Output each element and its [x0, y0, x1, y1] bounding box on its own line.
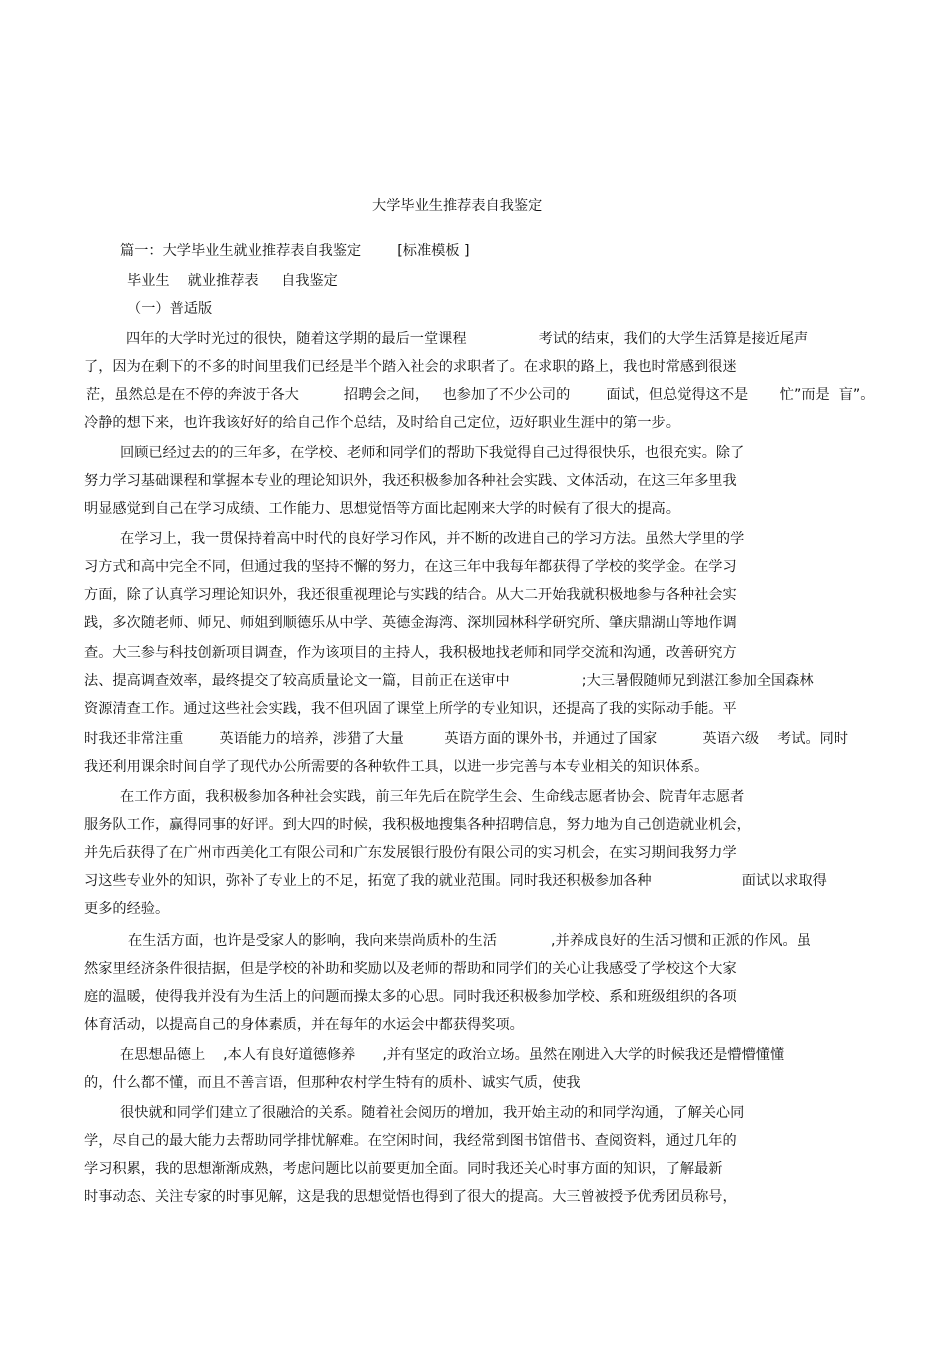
body-line: 回顾已经过去的的三年多，在学校、老师和同学们的帮助下我觉得自己过得很快乐，也很充实。除了 [120, 445, 745, 461]
body-line: 庭的温暖，使得我并没有为生活上的问题而操太多的心思。同时我还积极参加学校、系和班级组织的各项 [84, 989, 737, 1005]
body-line: 四年的大学时光过的很快，随着这学期的最后一堂课程 考试的结束，我们的大学生活算是接近尾声 [126, 331, 809, 347]
body-line: 法、提高调查效率，最终提交了较高质量论文一篇，目前正在送审中 ;大三暑假随师兄到湛江参加全国森林 [84, 673, 814, 689]
body-line: 很快就和同学们建立了很融洽的关系。随着社会阅历的增加，我开始主动的和同学沟通，了解关心同 [120, 1105, 745, 1121]
body-line: 资源清查工作。通过这些社会实践，我不但巩固了课堂上所学的专业知识，还提高了我的实际动手能。平 [84, 701, 737, 717]
body-line: 时我还非常注重 英语能力的培养，涉猎了大量 英语方面的课外书，并通过了国家 英语六级 考试。同时 [84, 731, 849, 747]
body-line: 在思想品德上 ,本人有良好道德修养 ,并有坚定的政治立场。虽然在刚进入大学的时候我还是懵懵懂懂 [120, 1047, 785, 1063]
body-line: 明显感觉到自己在学习成绩、工作能力、思想觉悟等方面比起刚来大学的时候有了很大的提高。 [84, 501, 680, 517]
body-line: 茫，虽然总是在不停的奔波于各大 招聘会之间， 也参加了不少公司的 面试，但总觉得这不是 忙”而是 盲”。 [86, 387, 875, 403]
body-line: 然家里经济条件很拮据，但是学校的补助和奖励以及老师的帮助和同学们的关心让我感受了学校这个大家 [84, 961, 737, 977]
document-title: 大学毕业生推荐表自我鉴定 [372, 198, 543, 214]
body-line: 学习积累，我的思想渐渐成熟，考虑问题比以前要更加全面。同时我还关心时事方面的知识，了解最新 [84, 1161, 723, 1177]
body-line: 在工作方面，我积极参加各种社会实践，前三年先后在院学生会、生命线志愿者协会、院青年志愿者 [120, 789, 745, 805]
body-line: 的，什么都不懂，而且不善言语，但那种农村学生特有的质朴、诚实气质，使我 [84, 1075, 581, 1091]
body-line: 查。大三参与科技创新项目调查，作为该项目的主持人，我积极地找老师和同学交流和沟通，改善研究方 [84, 645, 737, 661]
body-line: 习这些专业外的知识，弥补了专业上的不足，拓宽了我的就业范围。同时我还积极参加各种 面试以求取得 [84, 873, 827, 889]
body-line: 了，因为在剩下的不多的时间里我们已经是半个踏入社会的求职者了。在求职的路上，我也时常感到很迷 [84, 359, 737, 375]
body-line: 体育活动，以提高自己的身体素质，并在每年的水运会中都获得奖项。 [84, 1017, 524, 1033]
body-line: 服务队工作，赢得同事的好评。到大四的时候，我积极地搜集各种招聘信息，努力地为自己创造就业机会， [84, 817, 751, 833]
body-line: 在生活方面，也许是受家人的影响，我向来崇尚质朴的生活 ,并养成良好的生活习惯和正派的作风。虽 [128, 933, 811, 949]
body-line: 在学习上，我一贯保持着高中时代的良好学习作风，并不断的改进自己的学习方法。虽然大学里的学 [120, 531, 745, 547]
body-line: 并先后获得了在广州市西美化工有限公司和广东发展银行股份有限公司的实习机会，在实习期间我努力学 [84, 845, 737, 861]
body-line: 努力学习基础课程和掌握本专业的理论知识外，我还积极参加各种社会实践、文体活动，在这三年多里我 [84, 473, 737, 489]
body-line: 践，多次随老师、师兄、师姐到顺德乐从中学、英德金海湾、深圳园林科学研究所、肇庆鼎湖山等地作调 [84, 615, 737, 631]
subheading-line: 毕业生 就业推荐表 自我鉴定 [127, 273, 338, 289]
body-line: 时事动态、关注专家的时事见解，这是我的思想觉悟也得到了很大的提高。大三曾被授予优秀团员称号， [84, 1189, 737, 1205]
body-line: 学，尽自己的最大能力去帮助同学排忧解难。在空闲时间，我经常到图书馆借书、查阅资料，通过几年的 [84, 1133, 737, 1149]
body-line: 习方式和高中完全不同，但通过我的坚持不懈的努力，在这三年中我每年都获得了学校的奖学金。在学习 [84, 559, 737, 575]
body-line: 方面，除了认真学习理论知识外，我还很重视理论与实践的结合。从大二开始我就积极地参与各种社会实 [84, 587, 737, 603]
subheading-line: （一）普适版 [127, 301, 213, 317]
body-line: 我还利用课余时间自学了现代办公所需要的各种软件工具，以进一步完善与本专业相关的知识体系。 [84, 759, 709, 775]
heading-line: 篇一：大学毕业生就业推荐表自我鉴定 [标准模板 ] [120, 243, 470, 259]
body-line: 冷静的想下来，也许我该好好的给自己作个总结，及时给自己定位，迈好职业生涯中的第一步。 [84, 415, 680, 431]
body-line: 更多的经验。 [84, 901, 170, 917]
